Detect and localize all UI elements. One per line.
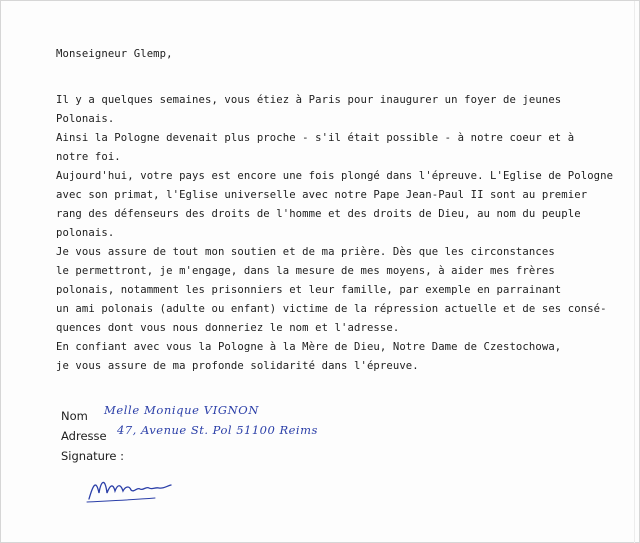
body-line: Il y a quelques semaines, vous étiez à Paris pour inaugurer un foyer de jeunes [56, 94, 562, 106]
body-line: Je vous assure de tout mon soutien et de ma prière. Dès que les circonstances [56, 246, 555, 258]
name-value: Melle Monique VIGNON [104, 403, 259, 417]
address-value: 47, Avenue St. Pol 51100 Reims [117, 423, 318, 437]
signature-label: Signature : [61, 449, 125, 463]
body-line: polonais, notamment les prisonniers et leur famille, par exemple en parrainant [56, 284, 562, 296]
letter-body [56, 91, 616, 376]
salutation: Monseigneur Glemp, [56, 48, 173, 60]
body-line: notre foi. [56, 151, 121, 163]
name-label: Nom [61, 409, 88, 423]
body-line: En confiant avec vous la Pologne à la Mère de Dieu, Notre Dame de Czestochowa, [56, 341, 562, 353]
body-line: rang des défenseurs des droits de l'homme et des droits de Dieu, au nom du peuple [56, 208, 581, 220]
address-label: Adresse [61, 429, 107, 443]
paper-fold [634, 1, 635, 543]
body-line: un ami polonais (adulte ou enfant) victime de la répression actuelle et de ses consé- [56, 303, 607, 315]
body-line: je vous assure de ma profonde solidarité dans l'épreuve. [56, 360, 419, 372]
body-line: quences dont vous nous donneriez le nom et l'adresse. [56, 322, 400, 334]
body-line: Aujourd'hui, votre pays est encore une fois plongé dans l'épreuve. L'Eglise de Pologne [56, 170, 614, 182]
body-line: avec son primat, l'Eglise universelle avec notre Pape Jean-Paul II sont au premier [56, 189, 588, 201]
body-line: polonais. [56, 227, 115, 239]
body-line: le permettront, je m'engage, dans la mesure de mes moyens, à aider mes frères [56, 265, 555, 277]
body-line: Ainsi la Pologne devenait plus proche - s'il était possible - à notre coeur et à [56, 132, 575, 144]
handwritten-signature [85, 471, 175, 505]
body-line: Polonais. [56, 113, 115, 125]
